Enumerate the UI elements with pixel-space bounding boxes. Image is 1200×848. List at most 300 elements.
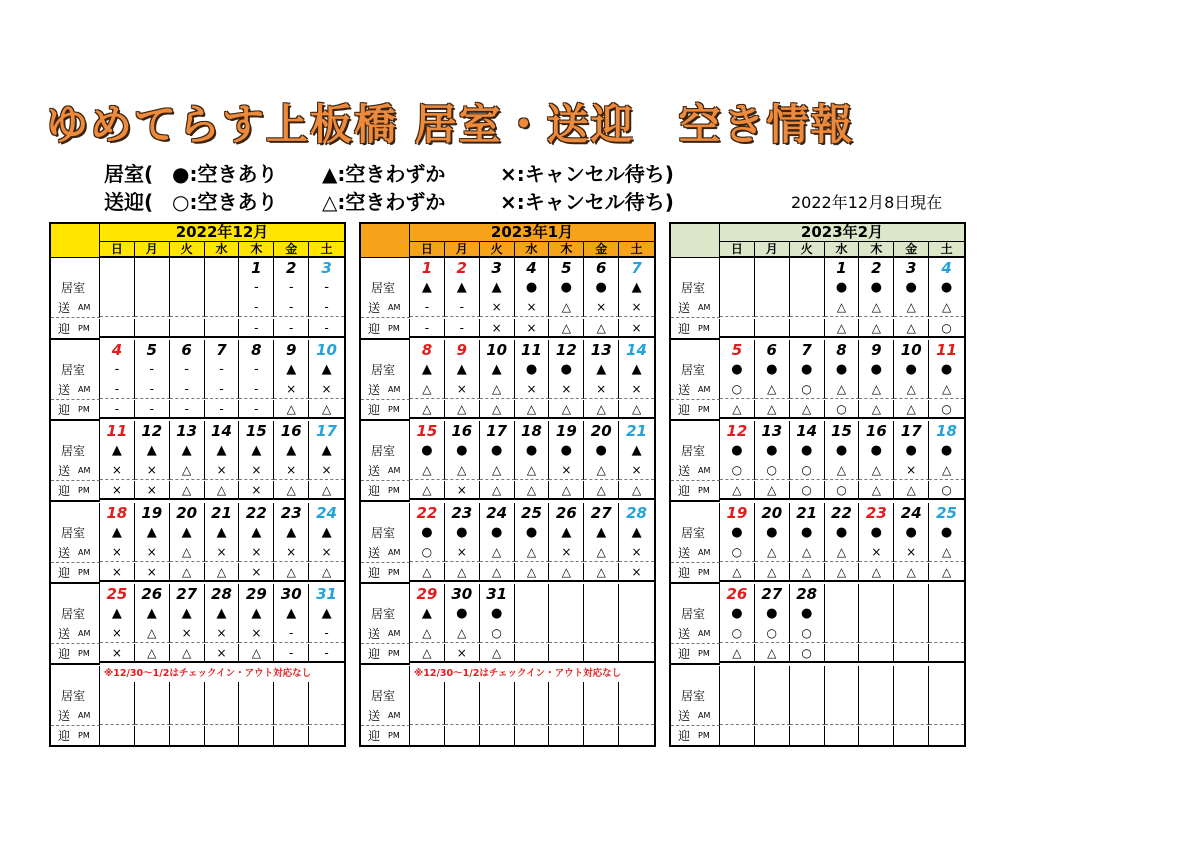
weekday-header: 火 — [170, 242, 205, 258]
pm-transport-cell: ○ — [929, 481, 964, 500]
label-send: 送 — [677, 627, 690, 642]
label-send-am — [51, 298, 100, 318]
am-transport-cell: ○ — [480, 624, 515, 643]
empty-cell — [859, 666, 894, 706]
am-transport-cell: ○ — [790, 461, 825, 480]
label-pm: PM — [388, 323, 400, 333]
day-number: 26 — [555, 503, 577, 522]
day-room-cell — [929, 340, 964, 380]
room-status: ● — [456, 443, 468, 459]
label-am: AM — [78, 710, 91, 720]
am-transport-cell: × — [445, 543, 480, 562]
am-transport-cell: × — [549, 543, 584, 562]
calendar-jan-2023 — [359, 222, 656, 747]
am-transport-cell: △ — [170, 543, 205, 562]
day-room-cell — [859, 584, 894, 624]
note-area — [100, 666, 344, 706]
room-status: ● — [731, 524, 743, 540]
am-transport-cell — [410, 706, 445, 725]
pm-transport-cell — [549, 644, 584, 663]
day-number: 20 — [176, 503, 198, 522]
label-room: 居室 — [671, 421, 720, 461]
empty-cell — [445, 682, 480, 706]
am-transport-cell: △ — [480, 461, 515, 480]
day-room-cell — [410, 421, 445, 461]
room-status: ▲ — [111, 606, 122, 622]
day-number: 14 — [211, 422, 232, 441]
room-status: ▲ — [596, 361, 607, 377]
pm-transport-cell — [929, 644, 964, 663]
room-status: ● — [421, 443, 433, 459]
day-number: 29 — [245, 585, 267, 604]
day-room-cell — [274, 421, 309, 461]
pm-transport-cell: ○ — [929, 319, 964, 338]
day-room-cell — [100, 340, 135, 380]
am-transport-cell: ○ — [790, 624, 825, 643]
day-room-cell — [790, 503, 825, 543]
label-send: 送 — [677, 464, 690, 479]
am-transport-cell: - — [239, 298, 274, 317]
day-number: 1 — [251, 259, 262, 278]
day-number: 24 — [900, 503, 922, 522]
legend-transport-few: △:空きわずか — [322, 190, 446, 214]
label-send: 送 — [367, 382, 380, 397]
day-number: 12 — [726, 422, 748, 441]
day-number: 16 — [865, 422, 887, 441]
empty-cell — [790, 666, 825, 706]
pm-transport-cell: △ — [584, 563, 619, 582]
pm-transport-cell — [859, 644, 894, 663]
room-status: ● — [456, 524, 468, 540]
legend-transport-head: 送迎( — [104, 190, 154, 214]
day-room-cell — [445, 340, 480, 380]
pm-transport-cell — [205, 726, 240, 745]
am-transport-cell: ○ — [410, 543, 445, 562]
day-room-cell — [274, 340, 309, 380]
day-room-cell — [859, 503, 894, 543]
am-transport-cell — [274, 706, 309, 725]
legend-transport-waitlist: ×:キャンセル待ち) — [500, 190, 674, 214]
day-number: 18 — [936, 422, 957, 441]
pm-transport-cell — [619, 726, 654, 745]
day-room-cell — [205, 503, 240, 543]
am-transport-cell: - — [205, 380, 240, 399]
empty-cell — [894, 666, 929, 706]
empty-cell — [720, 666, 755, 706]
room-status: ● — [456, 606, 468, 622]
pm-transport-cell — [825, 644, 860, 663]
room-status: - — [149, 361, 155, 377]
day-number: 27 — [176, 585, 198, 604]
legend-room — [104, 158, 674, 187]
empty-cell — [100, 682, 135, 706]
pm-transport-cell: - — [445, 319, 480, 338]
label-pick: 迎 — [57, 647, 70, 662]
pm-transport-cell — [549, 726, 584, 745]
day-number: 4 — [111, 340, 123, 359]
day-number: 21 — [626, 422, 647, 441]
day-number: 5 — [561, 259, 572, 278]
month-title: 2022年12月 — [100, 224, 344, 242]
day-number: 2 — [285, 259, 297, 278]
label-pm: PM — [78, 567, 90, 577]
day-room-cell — [894, 258, 929, 298]
pm-transport-cell: × — [445, 644, 480, 663]
day-number: 18 — [106, 503, 128, 522]
empty-cell — [135, 682, 170, 706]
room-status: ▲ — [631, 361, 642, 377]
room-status: ● — [940, 443, 953, 459]
weekday-header: 水 — [205, 242, 240, 258]
pm-transport-cell — [619, 644, 654, 663]
room-status: ▲ — [181, 606, 192, 622]
weekday-header: 火 — [480, 242, 515, 258]
label-pick: 迎 — [57, 402, 70, 417]
am-transport-cell: × — [100, 624, 135, 643]
day-room-cell — [619, 503, 654, 543]
label-send-am — [51, 543, 100, 563]
pm-transport-cell: × — [100, 644, 135, 663]
legend-room-head: 居室( — [104, 162, 154, 186]
pm-transport-cell: △ — [480, 400, 515, 419]
label-am: AM — [388, 384, 401, 394]
am-transport-cell: × — [549, 380, 584, 399]
day-number: 26 — [141, 585, 163, 604]
day-number: 11 — [106, 422, 128, 441]
pm-transport-cell — [894, 644, 929, 663]
am-transport-cell: ○ — [720, 461, 755, 480]
day-number: 15 — [831, 422, 852, 441]
room-status: ▲ — [181, 443, 192, 459]
day-room-cell — [445, 421, 480, 461]
pm-transport-cell: △ — [549, 319, 584, 338]
day-number: 27 — [590, 503, 612, 522]
room-status: ▲ — [321, 361, 332, 377]
day-room-cell — [410, 584, 445, 624]
label-pick: 迎 — [677, 484, 690, 499]
am-transport-cell: × — [205, 543, 240, 562]
pm-transport-cell: △ — [929, 563, 964, 582]
pm-transport-cell — [170, 319, 205, 338]
am-transport-cell: × — [205, 624, 240, 643]
room-status: ● — [766, 361, 778, 377]
label-pm: PM — [698, 567, 710, 577]
room-status: ● — [835, 443, 848, 459]
day-room-cell — [445, 258, 480, 298]
day-room-cell — [309, 258, 344, 298]
label-pick: 迎 — [367, 728, 380, 743]
label-room: 居室 — [51, 421, 100, 461]
day-number: 5 — [731, 340, 743, 359]
pm-transport-cell: △ — [755, 400, 790, 419]
room-status: ▲ — [631, 280, 642, 296]
label-pick: 迎 — [57, 565, 70, 580]
day-number: 4 — [526, 259, 537, 278]
pm-transport-cell: × — [480, 319, 515, 338]
am-transport-cell: × — [274, 380, 309, 399]
label-am: AM — [698, 384, 711, 394]
am-transport-cell: △ — [480, 380, 515, 399]
day-room-cell — [720, 421, 755, 461]
label-pick-pm — [361, 319, 410, 340]
day-number: 23 — [865, 503, 887, 522]
label-room: 居室 — [51, 258, 100, 298]
room-status: ▲ — [286, 606, 297, 622]
label-pick-pm — [361, 563, 410, 584]
pm-transport-cell: △ — [894, 400, 929, 419]
room-status: ● — [731, 606, 743, 622]
empty-cell — [205, 682, 240, 706]
label-room: 居室 — [51, 340, 100, 380]
day-number: 2 — [456, 259, 467, 278]
day-room-cell — [239, 503, 274, 543]
day-room-cell — [825, 340, 860, 380]
header-corner — [361, 224, 410, 258]
pm-transport-cell — [859, 726, 894, 745]
room-status: ▲ — [216, 606, 227, 622]
room-status: ▲ — [421, 280, 432, 296]
day-number: 3 — [905, 259, 917, 278]
day-room-cell — [929, 421, 964, 461]
pm-transport-cell: - — [309, 644, 344, 663]
am-transport-cell — [205, 298, 240, 317]
day-room-cell — [480, 503, 515, 543]
day-room-cell — [720, 340, 755, 380]
am-transport-cell: △ — [929, 298, 964, 317]
day-room-cell — [825, 503, 860, 543]
label-pick-pm — [671, 726, 720, 745]
label-am: AM — [78, 303, 91, 313]
label-pick-pm — [361, 644, 410, 665]
am-transport-cell: × — [480, 298, 515, 317]
am-transport-cell — [790, 706, 825, 725]
day-number: 22 — [416, 503, 438, 522]
pm-transport-cell: ○ — [825, 481, 860, 500]
label-pick: 迎 — [367, 321, 380, 336]
day-room-cell — [619, 258, 654, 298]
day-number: 21 — [211, 503, 232, 522]
am-transport-cell — [894, 706, 929, 725]
pm-transport-cell — [135, 726, 170, 745]
am-transport-cell: △ — [929, 461, 964, 480]
day-number: 5 — [146, 340, 157, 359]
header-corner — [671, 224, 720, 258]
am-transport-cell: △ — [515, 543, 550, 562]
pm-transport-cell: × — [619, 563, 654, 582]
am-transport-cell: △ — [584, 543, 619, 562]
am-transport-cell: △ — [859, 380, 894, 399]
room-status: ● — [421, 524, 433, 540]
am-transport-cell: - — [239, 380, 274, 399]
empty-cell — [755, 666, 790, 706]
label-pick-pm — [51, 644, 100, 665]
am-transport-cell — [135, 298, 170, 317]
am-transport-cell: × — [309, 543, 344, 562]
header-corner — [51, 224, 100, 258]
room-status: ● — [800, 443, 813, 459]
am-transport-cell: △ — [170, 461, 205, 480]
am-transport-cell: × — [274, 461, 309, 480]
day-number: 16 — [280, 422, 302, 441]
day-number: 14 — [626, 340, 647, 359]
day-number: 17 — [486, 422, 508, 441]
day-number: 25 — [106, 585, 128, 604]
label-pm: PM — [388, 730, 400, 740]
am-transport-cell: × — [549, 461, 584, 480]
day-room-cell — [445, 584, 480, 624]
am-transport-cell: × — [894, 543, 929, 562]
label-send-am — [361, 461, 410, 481]
legend-room-available: ●:空きあり — [172, 162, 278, 186]
day-number: 7 — [631, 259, 642, 278]
day-room-cell — [410, 340, 445, 380]
pm-transport-cell: △ — [170, 563, 205, 582]
empty-room-cells — [410, 682, 654, 706]
day-room-cell — [410, 258, 445, 298]
am-transport-cell — [825, 706, 860, 725]
label-pm: PM — [698, 730, 710, 740]
am-transport-cell — [619, 706, 654, 725]
pm-transport-cell: △ — [515, 481, 550, 500]
room-status: ● — [870, 443, 883, 459]
day-room-cell — [205, 421, 240, 461]
am-transport-cell: ○ — [720, 380, 755, 399]
label-pm: PM — [698, 649, 710, 659]
day-room-cell — [100, 421, 135, 461]
room-status: ● — [835, 361, 848, 377]
day-number: 8 — [421, 340, 433, 359]
label-pm: PM — [78, 486, 90, 496]
room-status: ● — [905, 361, 917, 377]
day-room-cell — [584, 340, 619, 380]
label-room: 居室 — [671, 666, 720, 706]
label-room: 居室 — [361, 421, 410, 461]
pm-transport-cell: △ — [239, 644, 274, 663]
label-am: AM — [78, 629, 91, 639]
empty-cell — [929, 666, 964, 706]
pm-transport-cell: △ — [755, 644, 790, 663]
pm-transport-cell: ○ — [790, 644, 825, 663]
legend-room-few: ▲:空きわずか — [322, 162, 446, 186]
day-room-cell — [100, 258, 135, 298]
label-am: AM — [388, 710, 401, 720]
room-status: ▲ — [146, 443, 157, 459]
pm-transport-cell: - — [239, 319, 274, 338]
label-room: 居室 — [361, 666, 410, 706]
pm-transport-cell: △ — [790, 563, 825, 582]
label-room: 居室 — [361, 340, 410, 380]
pm-transport-cell: △ — [755, 481, 790, 500]
day-room-cell — [170, 421, 205, 461]
label-pick-pm — [51, 563, 100, 584]
day-room-cell — [515, 421, 550, 461]
day-number: 6 — [595, 259, 607, 278]
label-room: 居室 — [671, 584, 720, 624]
calendar-dec-2022 — [49, 222, 346, 747]
label-send-am — [671, 706, 720, 726]
label-pick: 迎 — [677, 728, 690, 743]
am-transport-cell — [584, 706, 619, 725]
pm-transport-cell: × — [135, 481, 170, 500]
weekday-header: 土 — [929, 242, 964, 258]
label-room: 居室 — [361, 584, 410, 624]
am-transport-cell — [584, 624, 619, 643]
day-number: 8 — [251, 340, 262, 359]
room-status: ▲ — [286, 524, 297, 540]
am-transport-cell: - — [274, 624, 309, 643]
am-transport-cell: ○ — [790, 380, 825, 399]
am-transport-cell: × — [135, 543, 170, 562]
am-transport-cell — [720, 298, 755, 317]
room-status: ● — [766, 524, 778, 540]
day-room-cell — [239, 258, 274, 298]
day-room-cell — [515, 258, 550, 298]
day-room-cell — [480, 421, 515, 461]
am-transport-cell: × — [515, 380, 550, 399]
pm-transport-cell — [894, 726, 929, 745]
label-am: AM — [698, 466, 711, 476]
label-send-am — [361, 543, 410, 563]
label-pm: PM — [388, 649, 400, 659]
day-room-cell — [239, 340, 274, 380]
empty-cell — [515, 682, 550, 706]
pm-transport-cell — [825, 726, 860, 745]
label-pm: PM — [78, 730, 90, 740]
day-number: 16 — [451, 422, 473, 441]
am-transport-cell: △ — [859, 298, 894, 317]
pm-transport-cell: × — [100, 481, 135, 500]
day-number: 6 — [766, 340, 777, 359]
am-transport-cell: ○ — [755, 461, 790, 480]
day-number: 10 — [316, 340, 337, 359]
room-status: ▲ — [181, 524, 192, 540]
room-status: ● — [490, 606, 503, 622]
room-status: ▲ — [421, 361, 432, 377]
room-status: - — [254, 280, 259, 296]
room-status: ● — [560, 361, 573, 377]
empty-cell — [480, 682, 515, 706]
am-transport-cell: △ — [410, 624, 445, 643]
day-number: 10 — [486, 340, 508, 359]
day-number: 7 — [801, 340, 812, 359]
label-send-am — [671, 543, 720, 563]
pm-transport-cell: △ — [410, 400, 445, 419]
pm-transport-cell — [239, 726, 274, 745]
pm-transport-cell: △ — [309, 400, 344, 419]
day-room-cell — [584, 584, 619, 624]
checkin-note: ※12/30～1/2はチェックイン・アウト対応なし — [414, 667, 622, 679]
day-room-cell — [584, 258, 619, 298]
am-transport-cell: △ — [825, 298, 860, 317]
label-room: 居室 — [671, 258, 720, 298]
pm-transport-cell: × — [205, 644, 240, 663]
day-room-cell — [929, 258, 964, 298]
label-send-am — [361, 706, 410, 726]
day-room-cell — [755, 503, 790, 543]
label-send-am — [671, 624, 720, 644]
pm-transport-cell: △ — [755, 563, 790, 582]
empty-cell — [825, 666, 860, 706]
day-number: 9 — [456, 340, 467, 359]
day-number: 13 — [176, 422, 198, 441]
room-status: ● — [731, 443, 743, 459]
room-status: ▲ — [216, 443, 227, 459]
pm-transport-cell: △ — [859, 481, 894, 500]
am-transport-cell: - — [309, 624, 344, 643]
pm-transport-cell: △ — [205, 481, 240, 500]
room-status: ▲ — [251, 606, 262, 622]
room-status: ▲ — [321, 524, 332, 540]
